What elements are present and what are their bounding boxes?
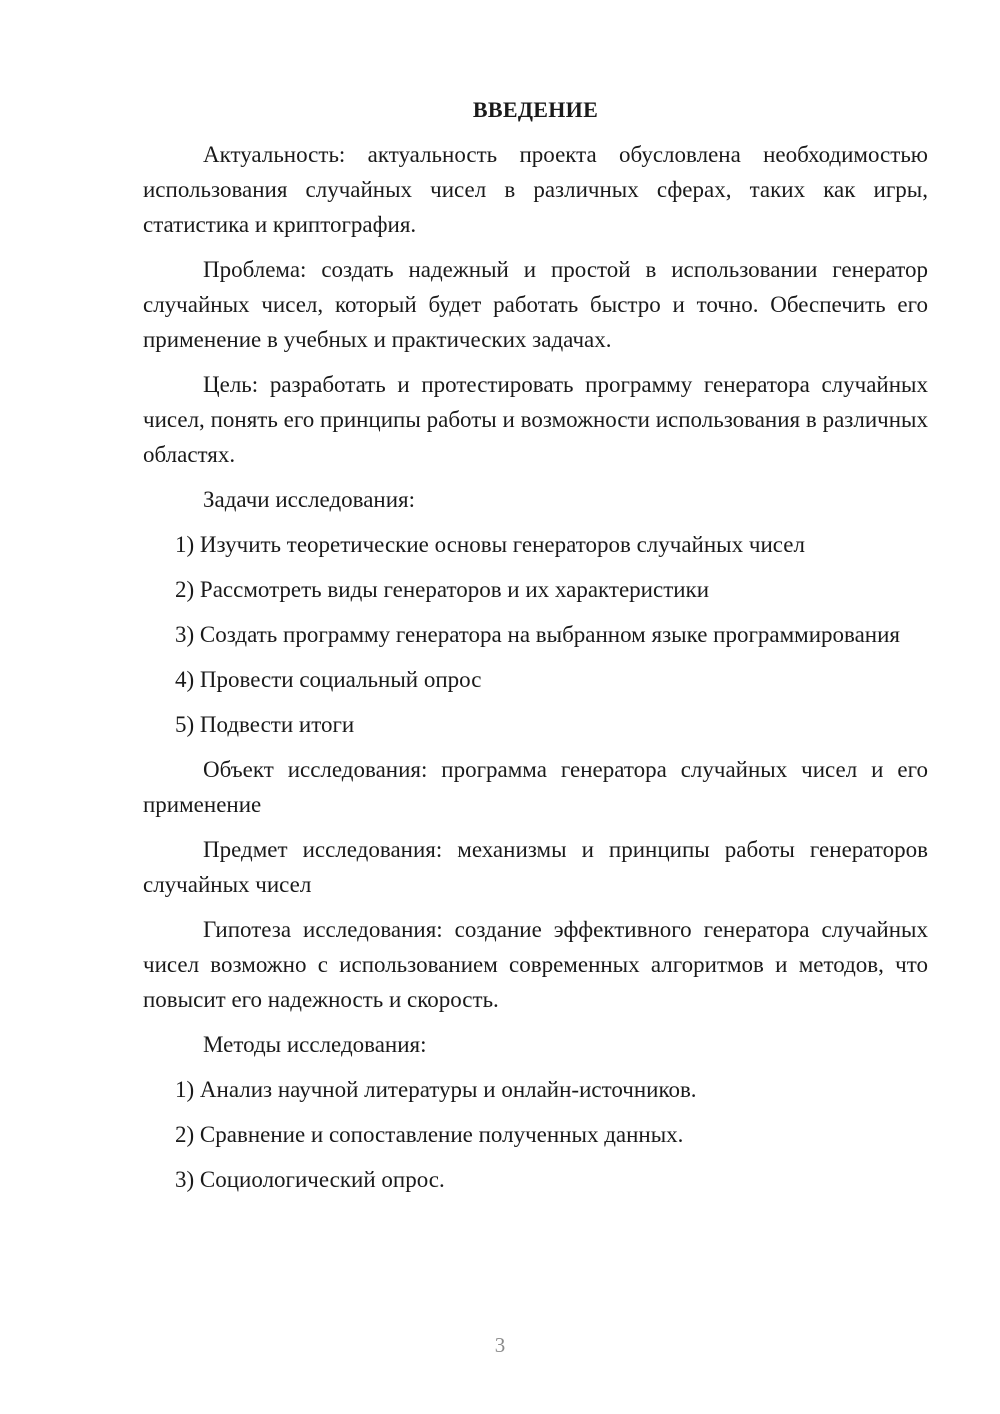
hypothesis-paragraph: Гипотеза исследования: создание эффективного генератора случайных чисел возможно с использованием современных алгоритмов и методов, что повысит его надежность и скорость. (143, 917, 928, 1012)
document-page (143, 92, 928, 1207)
task-item-1: 1) Изучить теоретические основы генераторов случайных чисел (175, 532, 805, 557)
method-item-3: 3) Социологический опрос. (175, 1167, 445, 1192)
task-item-3: 3) Создать программу генератора на выбранном языке программирования (175, 622, 900, 647)
section-title: ВВЕДЕНИЕ (472, 97, 599, 122)
task-item-5: 5) Подвести итоги (175, 712, 355, 737)
methods-heading: Методы исследования: (203, 1032, 427, 1057)
goal-paragraph: Цель: разработать и протестировать программу генератора случайных чисел, понять его принципы работы и возможности использования в различных областях. (143, 372, 928, 467)
object-paragraph: Объект исследования: программа генератора случайных чисел и его применение (143, 757, 928, 817)
task-item-2: 2) Рассмотреть виды генераторов и их характеристики (175, 577, 710, 602)
method-item-1: 1) Анализ научной литературы и онлайн-источников. (175, 1077, 697, 1102)
task-item-4: 4) Провести социальный опрос (175, 667, 482, 692)
method-item-2: 2) Сравнение и сопоставление полученных данных. (175, 1122, 684, 1147)
tasks-heading: Задачи исследования: (203, 487, 416, 512)
subject-paragraph: Предмет исследования: механизмы и принципы работы генераторов случайных чисел (143, 837, 928, 897)
page-number: 3 (494, 1333, 506, 1357)
relevance-paragraph: Актуальность: актуальность проекта обусловлена необходимостью использования случайных чисел в различных сферах, таких как игры, статистика и криптография. (143, 142, 928, 237)
problem-paragraph: Проблема: создать надежный и простой в использовании генератор случайных чисел, который будет работать быстро и точно. Обеспечить его применение в учебных и практических задачах. (143, 257, 928, 352)
